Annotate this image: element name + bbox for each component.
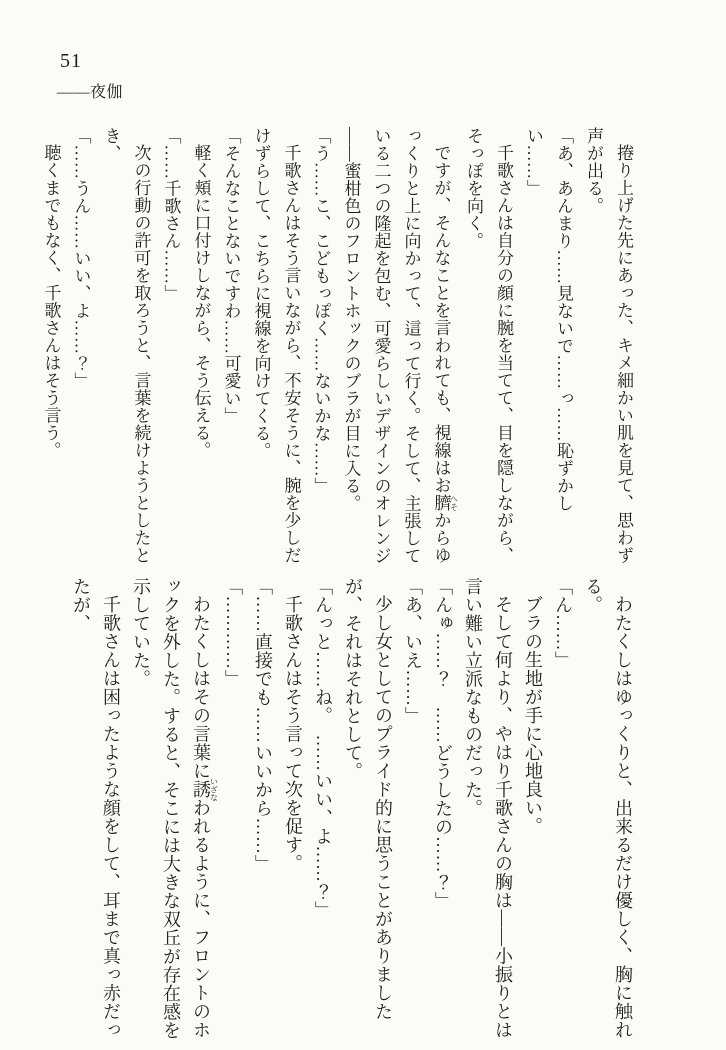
text-line: そっぽを向く。 [464,127,483,250]
text-line: わたくしはゆっくりと、出来るだけ優しく、胸に触れ [613,595,633,1039]
text-line: 聴くまでもなく、千歌さんはそう言う。 [41,144,61,459]
running-header: ――夜伽 [57,84,124,101]
text-line: 「……直接でも……いいから……」 [253,577,273,873]
text-line: 千歌さんは自分の顔に腕を当てて、目を隠しながら、 [494,144,513,564]
text-line: 「……うん……いい、よ……？」 [71,127,91,390]
text-line: 「あ、いえ……」 [403,577,423,725]
text-line: 千歌さんはそう言いながら、不安そうに、腕を少しだ [281,144,301,564]
text-line: 「ん……」 [553,577,573,670]
text-line: 捲り上げた先にあった、キメ細かい肌を見て、思わず [614,144,633,564]
text-line: 「んっと……ね。 ……いい、よ……？」 [313,577,333,920]
text-line: 言い難い立派なものだった。 [463,577,483,818]
text-line: いる二つの隆起を包む、可愛らしいデザインのオレンジ [371,127,391,565]
furigana: へそ [449,494,459,512]
text-line: 「そんなことないですわ……可愛い」 [221,127,241,425]
text-line: 少し女としてのプライド的に思うことがありました [373,595,393,1021]
text-line: けずらして、こちらに視線を向けてくる。 [251,127,271,460]
text-line: 「……千歌さん……」 [161,127,181,302]
page-number: 51 [60,50,82,72]
ruby-annotated-char: 誘いざな [191,777,219,802]
text-line: 軽く頬に口付けしながら、そう伝える。 [191,144,211,459]
text-line: わたくしはその言葉に誘いざなわれるように、フロントのホ [191,595,219,1039]
text-line: ――蜜柑色のフロントホックのブラが目に入る。 [341,127,361,512]
text-line: 示していた。 [131,577,151,688]
furigana: いざな [209,777,219,802]
text-line: 千歌さんは困ったような顔をして、耳まで真っ赤だっ [101,595,121,1039]
text-line: 声が出る。 [584,127,603,215]
text-line: ですが、そんなことを言われても、視線はお臍 へそからゆ [431,144,459,564]
upper-text-block [36,127,639,572]
text-line: 次の行動の許可を取ろうと、言葉を続けようとしたと [131,144,151,564]
text-line: が、それはそれとして。 [343,577,363,781]
text-line: 「あ、あんまり……見ないで……っ……恥ずかしい……」 [524,127,573,512]
text-line: る。 [583,577,603,614]
text-line: っくりと上に向かって、這って行く。そして、主張して [401,127,421,565]
text-line: たが、 [71,577,91,633]
text-line: そして何より、やはり千歌さんの胸は――小振りとは [493,595,513,1039]
text-line: 「う……こ、こどもっぽく……ないかな……」 [311,127,331,495]
text-line: 千歌さんはそう言って次を促す。 [283,595,303,873]
text-line: 「んゅ……？ ……どうしたの……？」 [433,577,453,910]
text-line: ブラの生地が手に心地良い。 [523,595,543,836]
text-line: き、 [101,127,121,162]
lower-text-block [66,577,638,1041]
text-line: ックを外した。すると、そこには大きな双丘が存在感を [161,577,181,1040]
text-line: 「…………」 [223,577,243,688]
ruby-annotated-char: 臍 へそ [431,494,459,512]
